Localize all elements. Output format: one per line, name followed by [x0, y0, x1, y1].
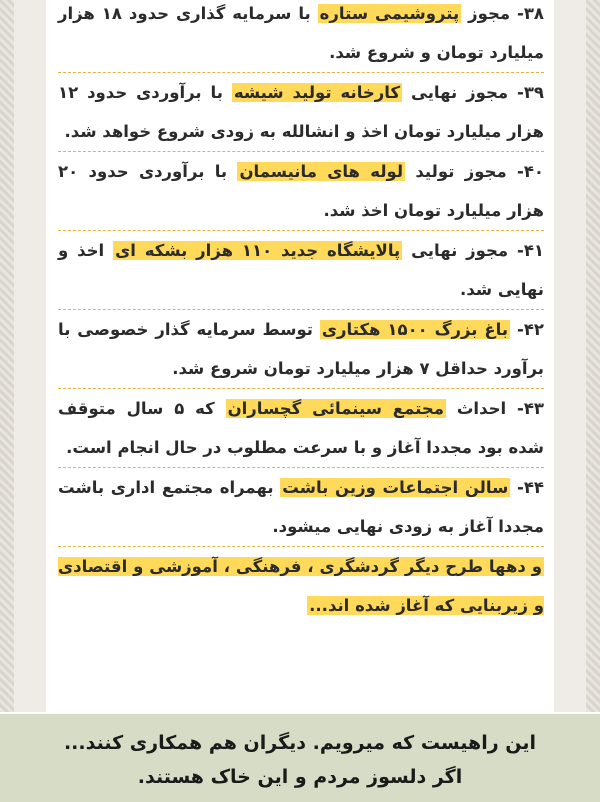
item-text: که ۵ سال متوقف شده بود مجددا آغاز و با سرعت مطلوب در حال انجام است.	[58, 399, 544, 457]
item-prefix: ۳۹- مجوز نهایی	[402, 83, 544, 102]
footer-line-2: اگر دلسوز مردم و این خاک هستند.	[137, 766, 463, 788]
list-item	[58, 468, 544, 547]
item-prefix: ۴۲-	[510, 320, 544, 339]
item-prefix: ۳۸- مجوز	[461, 4, 544, 23]
list-item	[58, 310, 544, 389]
item-text: با برآوردی حدود ۲۰ هزار میلیارد تومان اخذ شد.	[58, 162, 544, 220]
item-prefix: ۴۴-	[510, 478, 544, 497]
list-item	[58, 389, 544, 468]
item-highlight: پالایشگاه جدید ۱۱۰ هزار بشکه ای	[115, 241, 401, 260]
closing-highlight: و دهها طرح دیگر گردشگری ، فرهنگی ، آموزشی و اقتصادی و زیربنایی که آغاز شده اند...	[58, 557, 544, 615]
item-text: اخذ و نهایی شد.	[58, 241, 544, 299]
list-item	[58, 73, 544, 152]
item-text: با سرمایه گذاری حدود ۱۸ هزار میلیارد تومان و شروع شد.	[58, 4, 544, 62]
item-highlight: سالن اجتماعات وزین باشت	[282, 478, 509, 497]
list-item	[58, 231, 544, 310]
item-highlight: کارخانه تولید شیشه	[233, 83, 401, 102]
item-text: توسط سرمایه گذار خصوصی با برآورد حداقل ۷ هزار میلیارد تومان شروع شد.	[58, 320, 544, 378]
item-highlight: پتروشیمی ستاره	[319, 4, 460, 23]
item-highlight: لوله های مانیسمان	[239, 162, 404, 181]
item-highlight: باغ بزرگ ۱۵۰۰ هکتاری	[321, 320, 509, 339]
item-highlight: مجتمع سینمائی گچساران	[227, 399, 444, 418]
item-prefix: ۴۳- احداث	[445, 399, 544, 418]
footer-banner	[0, 712, 600, 802]
left-border-pattern	[0, 0, 14, 800]
item-prefix: ۴۰- مجوز تولید	[405, 162, 544, 181]
footer-line-1: این راهیست که میرویم. دیگران هم همکاری کنند...	[63, 732, 537, 754]
right-border-pattern	[586, 0, 600, 800]
list-item	[58, 0, 544, 73]
item-text: با برآوردی حدود ۱۲ هزار میلیارد تومان اخذ و انشالله به زودی شروع خواهد شد.	[58, 83, 544, 141]
item-text: بهمراه مجتمع اداری باشت مجددا آغاز به زودی نهایی میشود.	[58, 478, 544, 536]
content-card	[46, 0, 554, 712]
item-prefix: ۴۱- مجوز نهایی	[402, 241, 544, 260]
closing-paragraph	[58, 547, 544, 625]
list-item	[58, 152, 544, 231]
